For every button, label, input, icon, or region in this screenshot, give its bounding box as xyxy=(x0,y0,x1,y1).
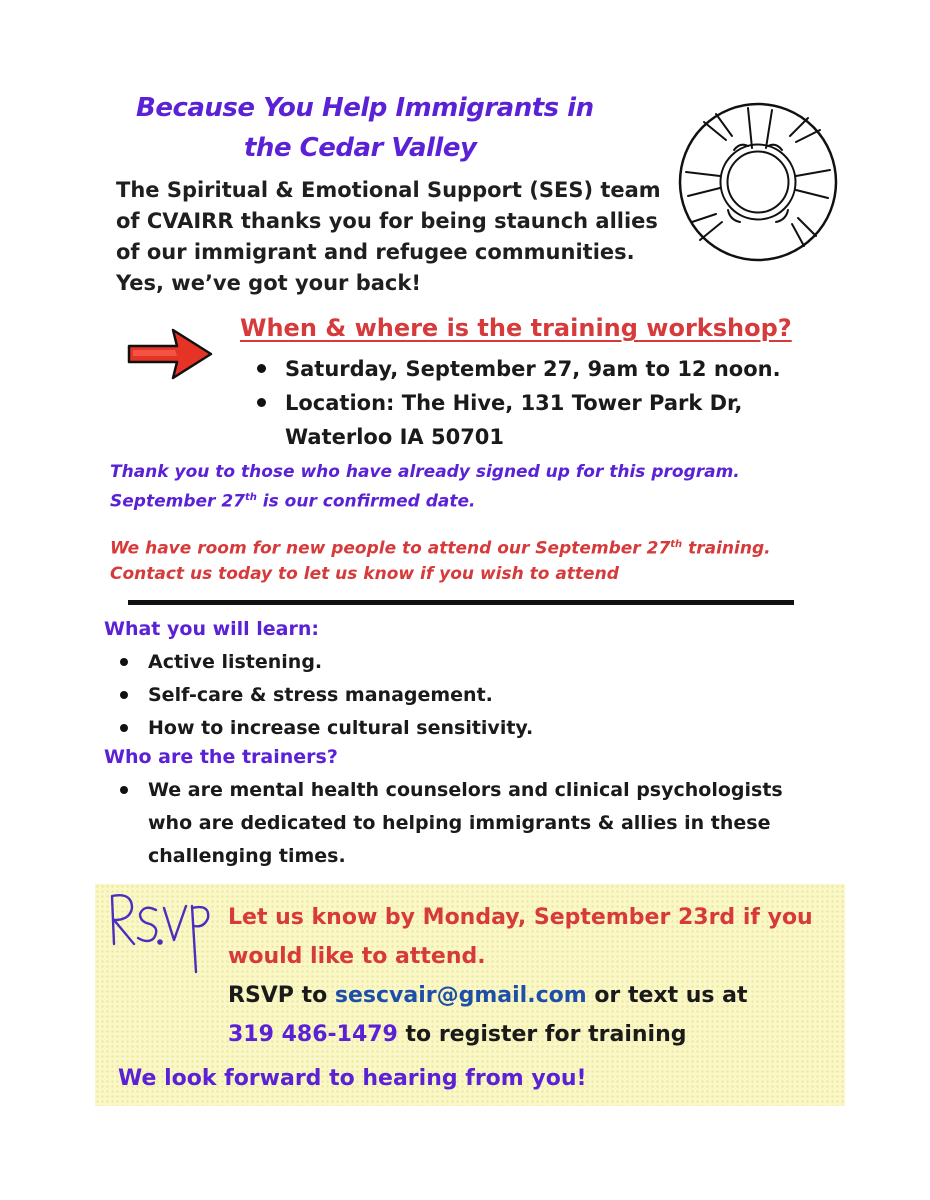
workshop-location-item: Location: The Hive, 131 Tower Park Dr, Waterloo IA 50701 xyxy=(255,386,815,454)
learn-list xyxy=(118,646,818,745)
workshop-heading: When & where is the training workshop? xyxy=(240,314,792,342)
rsvp-prefix: RSVP to xyxy=(228,983,335,1008)
rsvp-text-end: to register for training xyxy=(397,1022,687,1047)
trainers-heading: Who are the trainers? xyxy=(104,746,338,768)
confirmed-date-prefix: September 27 xyxy=(110,491,245,512)
trainers-list xyxy=(118,774,828,873)
room-notice xyxy=(110,532,850,587)
closing-line: We look forward to hearing from you! xyxy=(118,1066,587,1091)
learn-item: Self-care & stress management. xyxy=(118,679,818,712)
learn-heading: What you will learn: xyxy=(104,618,320,640)
workshop-details-list xyxy=(255,352,815,454)
thanks-notice xyxy=(110,460,840,515)
red-arrow-icon xyxy=(125,326,215,382)
title-line-1: Because You Help Immigrants in xyxy=(136,93,594,123)
rsvp-contact-line xyxy=(228,976,828,1015)
linked-hands-circle-icon xyxy=(676,100,840,264)
rsvp-deadline: Let us know by Monday, September 23rd if you would like to attend. xyxy=(228,905,813,969)
room-contact-line: Contact us today to let us know if you wish to attend xyxy=(110,563,619,584)
workshop-date-item: Saturday, September 27, 9am to 12 noon. xyxy=(255,352,815,386)
trainers-item: We are mental health counselors and clinical psychologists who are dedicated to helping immigrants & allies in these challenging times. xyxy=(118,774,828,873)
rsvp-text xyxy=(228,898,828,1054)
rsvp-phone-link[interactable]: 319 486-1479 xyxy=(228,1022,398,1047)
room-prefix: We have room for new people to attend our September 27 xyxy=(110,538,671,559)
confirmed-date-sup: th xyxy=(244,492,257,503)
rsvp-phone-line xyxy=(228,1015,828,1054)
room-suffix: training. xyxy=(682,538,771,559)
section-divider xyxy=(128,600,794,605)
confirmed-date-suffix: is our confirmed date. xyxy=(256,491,476,512)
title-line-2: the Cedar Valley xyxy=(244,133,477,163)
intro-paragraph: The Spiritual & Emotional Support (SES) team of CVAIRR thanks you for being staunch allies of our immigrant and refugee communities. Yes, we’ve got your back! xyxy=(116,178,661,295)
rsvp-email-link[interactable]: sescvair@gmail.com xyxy=(334,983,587,1008)
learn-item: Active listening. xyxy=(118,646,818,679)
learn-item: How to increase cultural sensitivity. xyxy=(118,712,818,745)
thanks-text: Thank you to those who have already signed up for this program. xyxy=(110,462,740,482)
rsvp-text-mid: or text us at xyxy=(586,983,748,1008)
rsvp-handwritten-logo xyxy=(104,886,214,976)
room-sup: th xyxy=(670,539,683,550)
